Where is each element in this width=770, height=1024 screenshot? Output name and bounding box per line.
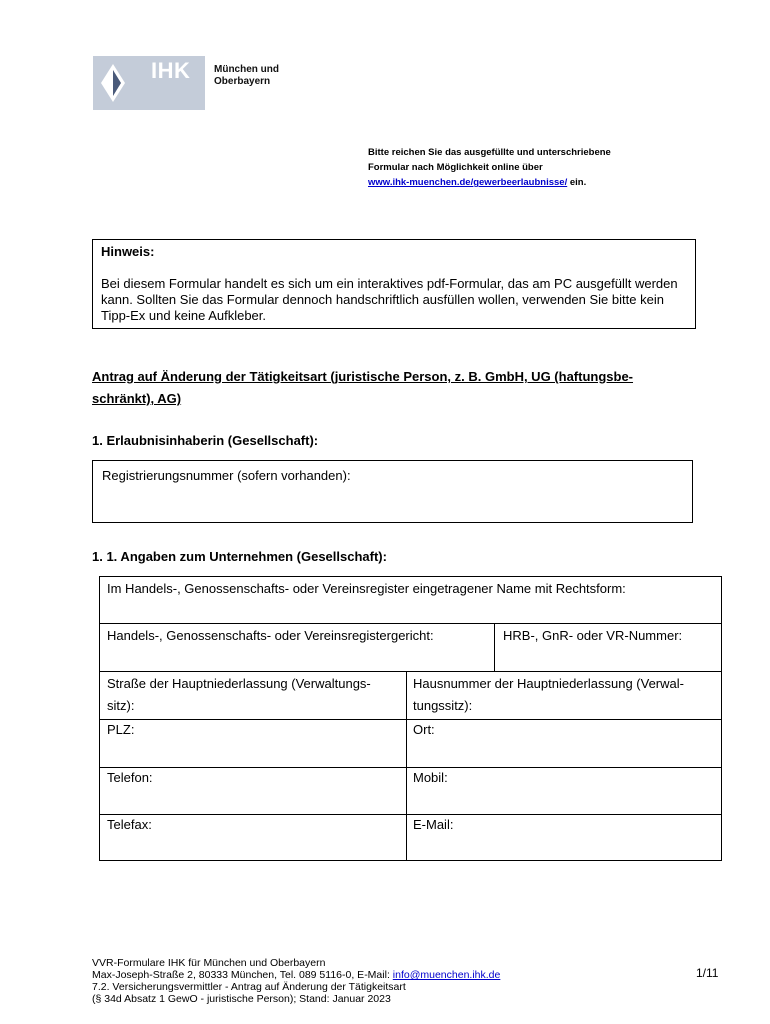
email-field[interactable]	[407, 815, 721, 860]
form-title: Antrag auf Änderung der Tätigkeitsart (juristische Person, z. B. GmbH, UG (haftungsbe- schränkt), AG)	[92, 369, 634, 406]
logo-organization-name: München und Oberbayern	[214, 64, 279, 87]
registered-name-field[interactable]	[100, 577, 721, 623]
gewerbeerlaubnisse-link[interactable]: www.ihk-muenchen.de/gewerbeerlaubnisse/	[368, 177, 568, 188]
section-1-title: 1. Erlaubnisinhaberin (Gesellschaft):	[92, 433, 319, 448]
email-label: E-Mail:	[413, 817, 454, 832]
street-field[interactable]	[100, 672, 406, 719]
telefon-field[interactable]	[100, 768, 406, 814]
ihk-diamond-icon	[93, 56, 133, 110]
register-court-label: Handels-, Genossenschafts- oder Vereinsregistergericht:	[107, 628, 434, 643]
footer: VVR-Formulare IHK für München und Oberbayern Max-Joseph-Straße 2, 80333 München, Tel. 089 5116-0, E-Mail: info@muenchen.ihk.de 7.2. Versicherungsvermittler - Antrag auf Änderung der Tätigkeitsart (§ 34d Absatz 1 GewO - juristische Person); Stand: Januar 2023	[92, 957, 501, 1005]
mobil-label: Mobil:	[413, 770, 448, 785]
hinweis-text: Bei diesem Formular handelt es sich um ein interaktives pdf-Formular, das am PC ausgefüllt werden kann. Sollten Sie das Formular dennoch handschriftlich ausfüllen wollen, verwenden Sie bitte kein Tipp-Ex und keine Aufkleber.	[101, 276, 678, 323]
registered-name-label: Im Handels-, Genossenschafts- oder Vereinsregister eingetragener Name mit Rechtsform:	[107, 581, 626, 596]
register-court-field[interactable]	[100, 624, 494, 671]
house-number-label: Hausnummer der Hauptniederlassung (Verwal- tungssitz):	[413, 676, 684, 713]
register-number-label: HRB-, GnR- oder VR-Nummer:	[503, 628, 683, 643]
logo-abbreviation: IHK	[151, 58, 191, 83]
section-1-1-title: 1. 1. Angaben zum Unternehmen (Gesellschaft):	[92, 549, 387, 564]
plz-field[interactable]	[100, 720, 406, 767]
telefax-label: Telefax:	[107, 817, 152, 832]
page-number: 1/11	[696, 966, 719, 980]
company-details-table	[99, 576, 722, 861]
register-number-field[interactable]	[495, 624, 721, 671]
telefon-label: Telefon:	[107, 770, 153, 785]
hinweis-title: Hinweis:	[101, 244, 155, 259]
ort-label: Ort:	[413, 722, 435, 737]
street-label: Straße der Hauptniederlassung (Verwaltungs- sitz):	[107, 676, 371, 713]
footer-email-link[interactable]: info@muenchen.ihk.de	[392, 969, 501, 981]
telefax-field[interactable]	[100, 815, 406, 860]
registration-number-label: Registrierungsnummer (sofern vorhanden):	[102, 468, 351, 483]
submit-note: Bitte reichen Sie das ausgefüllte und unterschriebene Formular nach Möglichkeit online über www.ihk-muenchen.de/gewerbeerlaubnisse/ ein.	[368, 147, 611, 188]
house-number-field[interactable]	[407, 672, 721, 719]
ort-field[interactable]	[407, 720, 721, 767]
mobil-field[interactable]	[407, 768, 721, 814]
plz-label: PLZ:	[107, 722, 135, 737]
